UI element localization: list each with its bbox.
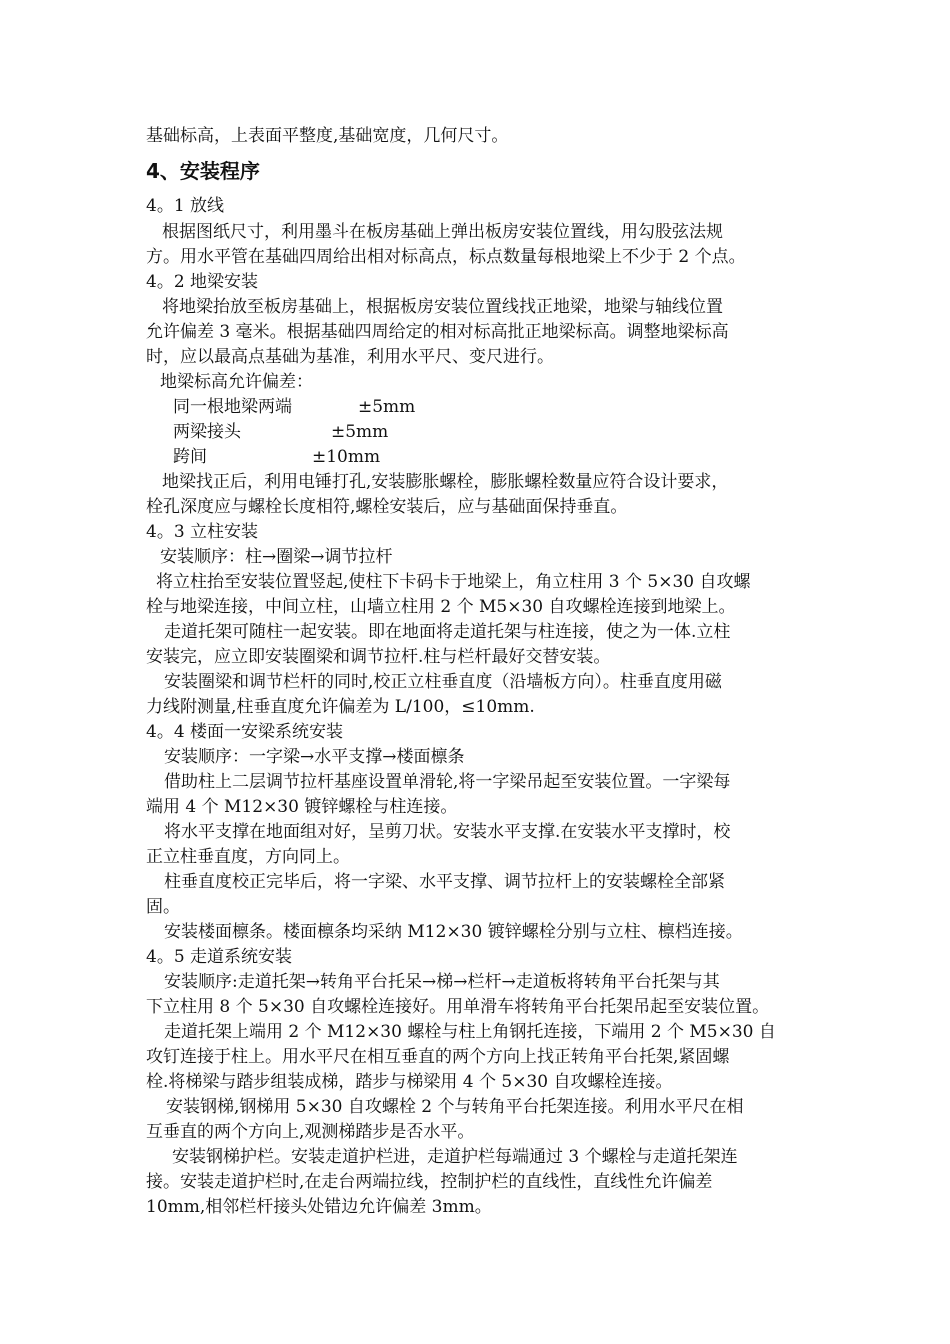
paragraph-line: 固。 <box>146 897 180 917</box>
paragraph-line: 安装钢梯护栏。安装走道护栏进，走道护栏每端通过 3 个螺栓与走道托架连 <box>172 1147 738 1167</box>
paragraph-line: 借助柱上二层调节拉杆基座设置单滑轮,将一字梁吊起至安装位置。一字梁每 <box>164 772 731 792</box>
install-order: 安装顺序：柱→圈梁→调节拉杆 <box>160 547 393 567</box>
install-order: 安装顺序：一字梁→水平支撑→楼面檩条 <box>164 747 465 767</box>
paragraph-line: 互垂直的两个方向上,观测梯踏步是否水平。 <box>146 1122 475 1142</box>
paragraph-line: 栓.将梯梁与踏步组装成梯，踏步与梯梁用 4 个 5×30 自攻螺栓连接。 <box>146 1072 673 1092</box>
paragraph-line: 10mm,相邻栏杆接头处错边允许偏差 3mm。 <box>146 1197 492 1217</box>
subsection-title-4-1: 4。1 放线 <box>146 196 225 216</box>
section-heading: 4、安装程序 <box>146 159 260 183</box>
tolerance-title: 地梁标高允许偏差： <box>160 372 313 392</box>
subsection-title-4-3: 4。3 立柱安装 <box>146 522 259 542</box>
paragraph-line: 将水平支撑在地面组对好，呈剪刀状。安装水平支撑.在安装水平支撑时，校 <box>164 822 731 842</box>
paragraph-line: 安装钢梯,钢梯用 5×30 自攻螺栓 2 个与转角平台托架连接。利用水平尺在相 <box>166 1097 744 1117</box>
paragraph-line: 栓与地梁连接，中间立柱，山墙立柱用 2 个 M5×30 自攻螺栓连接到地梁上。 <box>146 597 736 617</box>
paragraph-line: 柱垂直度校正完毕后，将一字梁、水平支撑、调节拉杆上的安装螺栓全部紧 <box>164 872 725 892</box>
paragraph-line: 安装楼面檩条。楼面檩条均采纳 M12×30 镀锌螺栓分别与立柱、檩档连接。 <box>164 922 743 942</box>
paragraph-line: 栓孔深度应与螺栓长度相符,螺栓安装后，应与基础面保持垂直。 <box>146 497 628 517</box>
paragraph-line: 将地梁抬放至板房基础上，根据板房安装位置线找正地梁，地梁与轴线位置 <box>162 297 723 317</box>
intro-line: 基础标高，上表面平整度,基础宽度，几何尺寸。 <box>146 126 509 146</box>
paragraph-line: 地梁找正后，利用电锤打孔,安装膨胀螺栓，膨胀螺栓数量应符合设计要求， <box>162 472 729 492</box>
paragraph-line: 力线附测量,柱垂直度允许偏差为 L/100，≤10mm. <box>146 697 535 717</box>
paragraph-line: 安装完，应立即安装圈梁和调节拉杆.柱与栏杆最好交替安装。 <box>146 647 611 667</box>
paragraph-line: 走道托架上端用 2 个 M12×30 螺栓与柱上角钢托连接，下端用 2 个 M5×30 自 <box>164 1022 776 1042</box>
paragraph-line: 接。安装走道护栏时,在走台两端拉线，控制护栏的直线性，直线性允许偏差 <box>146 1172 713 1192</box>
tolerance-label: 两梁接头 <box>173 422 241 442</box>
paragraph-line: 端用 4 个 M12×30 镀锌螺栓与柱连接。 <box>146 797 458 817</box>
paragraph-line: 走道托架可随柱一起安装。即在地面将走道托架与柱连接，使之为一体.立柱 <box>164 622 731 642</box>
paragraph-line: 下立柱用 8 个 5×30 自攻螺栓连接好。用单滑车将转角平台托架吊起至安装位置。 <box>146 997 770 1017</box>
paragraph-line: 安装顺序:走道托架→转角平台托呆→梯→栏杆→走道板将转角平台托架与其 <box>164 972 720 992</box>
tolerance-value: ±5mm <box>331 422 389 442</box>
paragraph-line: 攻钉连接于柱上。用水平尺在相互垂直的两个方向上找正转角平台托架,紧固螺 <box>146 1047 730 1067</box>
tolerance-label: 同一根地梁两端 <box>173 397 292 417</box>
subsection-title-4-5: 4。5 走道系统安装 <box>146 947 293 967</box>
paragraph-line: 允许偏差 3 毫米。根据基础四周给定的相对标高批正地梁标高。调整地梁标高 <box>146 322 729 342</box>
subsection-title-4-4: 4。4 楼面一安梁系统安装 <box>146 722 344 742</box>
paragraph-line: 方。用水平管在基础四周给出相对标高点，标点数量每根地梁上不少于 2 个点。 <box>146 247 746 267</box>
paragraph-line: 正立柱垂直度，方向同上。 <box>146 847 350 867</box>
subsection-title-4-2: 4。2 地梁安装 <box>146 272 259 292</box>
tolerance-label: 跨间 <box>173 447 207 467</box>
paragraph-line: 根据图纸尺寸，利用墨斗在板房基础上弹出板房安装位置线，用勾股弦法规 <box>162 222 723 242</box>
paragraph-line: 将立柱抬至安装位置竖起,使柱下卡码卡于地梁上，角立柱用 3 个 5×30 自攻螺 <box>156 572 751 592</box>
tolerance-value: ±5mm <box>358 397 416 417</box>
paragraph-line: 时，应以最高点基础为基准，利用水平尺、变尺进行。 <box>146 347 554 367</box>
paragraph-line: 安装圈梁和调节栏杆的同时,校正立柱垂直度（沿墙板方向）。柱垂直度用磁 <box>164 672 722 692</box>
tolerance-value: ±10mm <box>312 447 381 467</box>
